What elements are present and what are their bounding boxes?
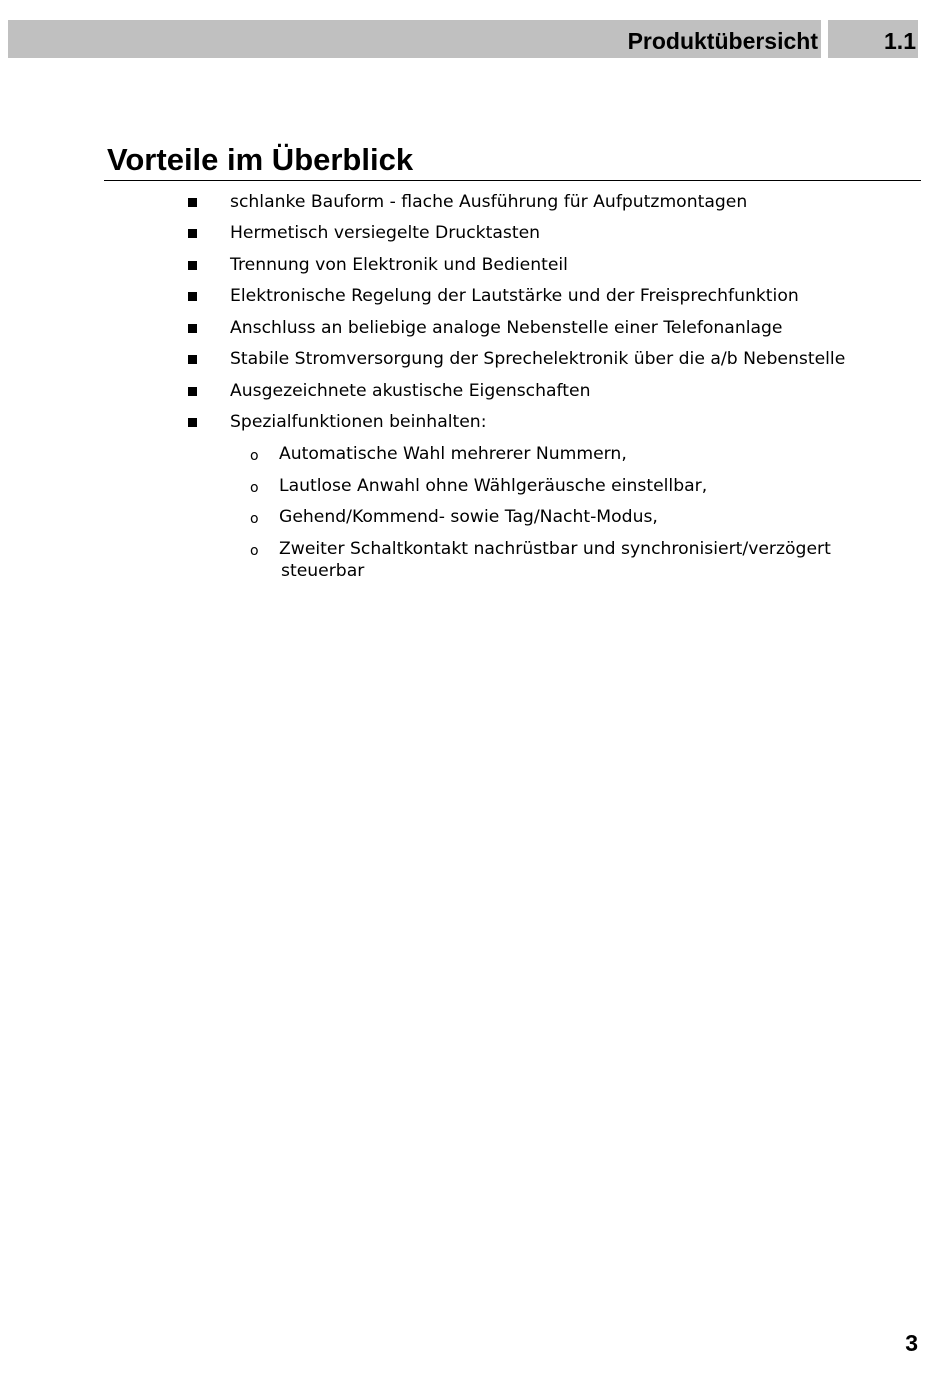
list-item-text: Anschluss an beliebige analoge Nebenstelle einer Telefonanlage (230, 318, 783, 338)
circle-bullet-icon: o (250, 543, 259, 559)
list-item-text: Hermetisch versiegelte Drucktasten (230, 223, 541, 243)
circle-bullet-icon: o (250, 448, 259, 464)
list-item-text: Spezialfunktionen beinhalten: (230, 412, 487, 432)
header-bar (8, 20, 918, 58)
title-underline (104, 180, 921, 181)
circle-bullet-icon: o (250, 480, 259, 496)
page-number: 3 (905, 1330, 918, 1356)
list-item-text: Elektronische Regelung der Lautstärke und der Freisprechfunktion (230, 286, 799, 306)
square-bullet-icon (188, 261, 197, 270)
square-bullet-icon (188, 355, 197, 364)
sub-list-item-text: Gehend/Kommend- sowie Tag/Nacht-Modus, (279, 507, 658, 527)
square-bullet-icon (188, 387, 197, 396)
sub-list-item-text: Automatische Wahl mehrerer Nummern, (279, 444, 627, 464)
sub-list-item-text-continuation: steuerbar (281, 561, 365, 581)
square-bullet-icon (188, 418, 197, 427)
square-bullet-icon (188, 292, 197, 301)
square-bullet-icon (188, 198, 197, 207)
list-item-text: Ausgezeichnete akustische Eigenschaften (230, 381, 591, 401)
header-divider (821, 20, 828, 58)
square-bullet-icon (188, 324, 197, 333)
section-number: 1.1 (884, 28, 916, 54)
list-item-text: Trennung von Elektronik und Bedienteil (230, 255, 568, 275)
square-bullet-icon (188, 229, 197, 238)
sub-list-item-text: Zweiter Schaltkontakt nachrüstbar und synchronisiert/verzögert (279, 539, 831, 559)
page-title: Vorteile im Überblick (107, 142, 414, 177)
section-title: Produktübersicht (627, 28, 818, 54)
list-item-text: schlanke Bauform - flache Ausführung für Aufputzmontagen (230, 192, 748, 212)
sub-list-item-text: Lautlose Anwahl ohne Wählgeräusche einstellbar, (279, 476, 708, 496)
circle-bullet-icon: o (250, 511, 259, 527)
list-item-text: Stabile Stromversorgung der Sprechelektronik über die a/b Nebenstelle (230, 349, 846, 369)
